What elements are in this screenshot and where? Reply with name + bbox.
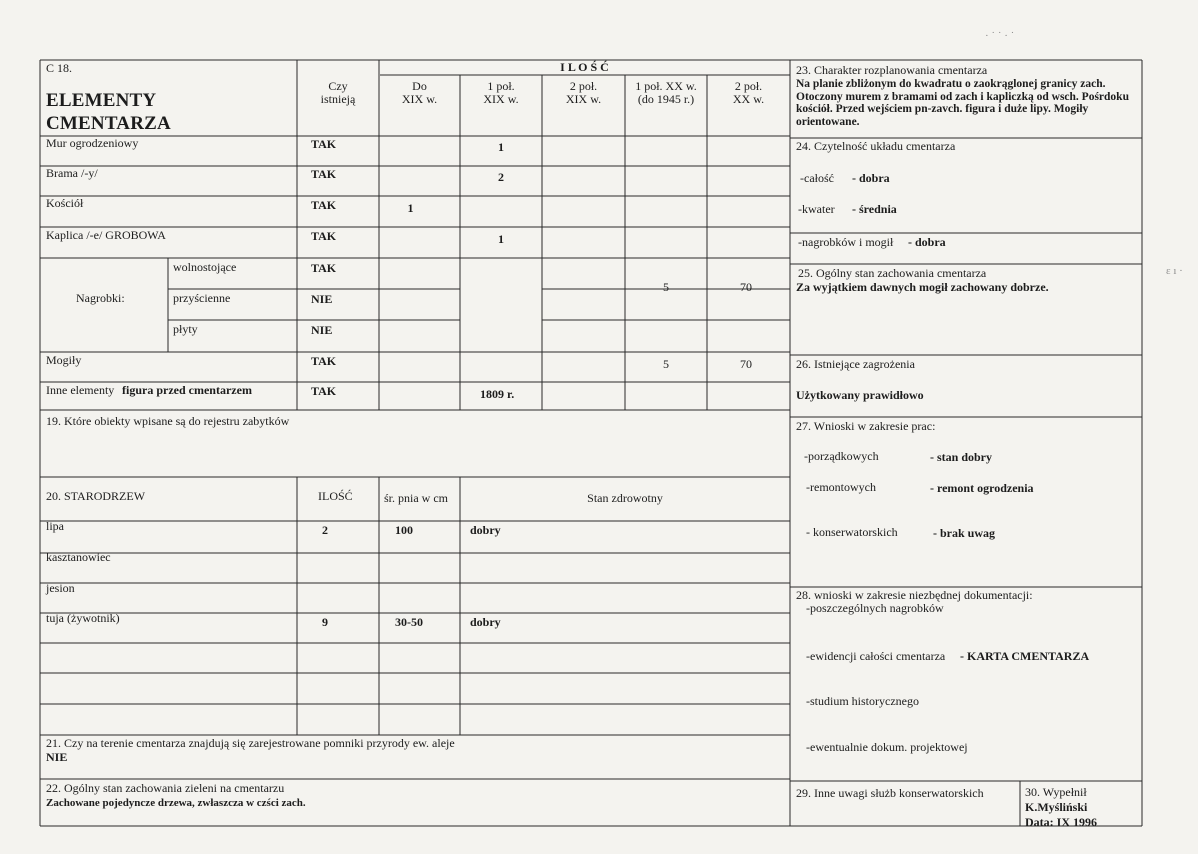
period-5-line2: XX w.: [732, 92, 765, 106]
section-25-value: Za wyjątkiem dawnych mogił zachowany dobrze.: [796, 280, 1049, 294]
row-inne-value: figura przed cmentarzem: [122, 383, 252, 397]
section-30-label: 30. Wypełnił: [1025, 785, 1087, 799]
scan-speckle: · ˙ ˙ · ˙: [985, 30, 1015, 42]
section-27-kons-label: - konserwatorskich: [806, 525, 898, 539]
row-przyscienne-label: przyścienne: [173, 291, 231, 305]
section-29-label: 29. Inne uwagi służb konserwatorskich: [796, 786, 984, 800]
section-27-label: 27. Wnioski w zakresie prac:: [796, 419, 936, 433]
row-mogily-p4: 5: [663, 357, 669, 371]
section-24-kwater-label: -kwater: [798, 202, 835, 216]
period-3-line1: 2 poł.: [569, 79, 598, 93]
header-ilosc: I L O Ś Ć: [560, 60, 609, 74]
section-26-value: Użytkowany prawidłowo: [796, 388, 924, 402]
row-kosciol-exists: TAK: [311, 198, 337, 212]
row-wolnostojace-exists: TAK: [311, 261, 337, 275]
section-28-label: 28. wnioski w zakresie niezbędnej dokumentacji:: [796, 588, 1033, 602]
row-wolnostojace-label: wolnostojące: [173, 260, 237, 274]
row-mur-label: Mur ogrodzeniowy: [46, 136, 139, 150]
section-20-col-stan: Stan zdrowotny: [587, 491, 663, 505]
row-nagrobki-label: Nagrobki:: [76, 291, 125, 305]
card-title-line1: ELEMENTY: [46, 90, 157, 111]
row-inne-p2: 1809 r.: [480, 387, 515, 401]
period-1-line1: Do: [412, 79, 427, 93]
section-20-col-ilosc: ILOŚĆ: [318, 489, 353, 503]
section-30-name: K.Myśliński: [1025, 800, 1088, 814]
row-mur-p2: 1: [498, 140, 504, 154]
section-30-date: Data: IX 1996: [1025, 815, 1097, 829]
row-kaplica-p2: 1: [498, 232, 504, 246]
tree-row-1-ilosc: 2: [322, 523, 328, 537]
section-27-porz-value: - stan dobry: [930, 450, 993, 464]
period-1-line2: XIX w.: [401, 92, 438, 106]
section-24-kwater-value: - średnia: [852, 202, 897, 216]
row-mur-exists: TAK: [311, 137, 337, 151]
section-27-rem-label: -remontowych: [806, 480, 876, 494]
period-4-line1: 1 poł. XX w.: [635, 79, 697, 93]
section-27-porz-label: -porządkowych: [804, 449, 879, 463]
tree-row-3-name: jesion: [46, 581, 75, 595]
section-28-ewidencji-value: - KARTA CMENTARZA: [960, 649, 1090, 663]
section-24-calosc-label: -całość: [800, 171, 834, 185]
section-27-kons-value: - brak uwag: [933, 526, 996, 540]
period-2-line1: 1 poł.: [487, 79, 515, 93]
period-2-line2: XIX w.: [483, 92, 519, 106]
card-title-line2: CMENTARZA: [46, 113, 171, 134]
row-plyty-exists: NIE: [311, 323, 333, 337]
row-kaplica-exists: TAK: [311, 229, 337, 243]
section-27-rem-value: - remont ogrodzenia: [930, 481, 1034, 495]
tree-row-2-name: kasztanowiec: [46, 550, 111, 564]
row-inne-exists: TAK: [311, 384, 337, 398]
row-nagrobki-p4: 5: [663, 280, 669, 294]
section-25-label: 25. Ogólny stan zachowania cmentarza: [798, 266, 987, 280]
header-istnieja-2: istnieją: [320, 92, 356, 106]
tree-row-4-ilosc: 9: [322, 615, 328, 629]
row-plyty-label: płyty: [173, 322, 198, 336]
row-mogily-p5: 70: [740, 357, 752, 371]
section-24-calosc-value: - dobra: [852, 171, 890, 185]
row-inne-label: Inne elementy: [46, 383, 115, 397]
section-26-label: 26. Istniejące zagrożenia: [796, 357, 915, 371]
card-code: C 18.: [46, 61, 73, 75]
tree-row-4-pien: 30-50: [395, 615, 423, 629]
row-brama-p2: 2: [498, 170, 504, 184]
row-mogily-exists: TAK: [311, 354, 337, 368]
section-28-nagrobkow: -poszczególnych nagrobków: [806, 601, 944, 615]
margin-mark: ε ı ·: [1166, 265, 1183, 277]
section-28-projekt: -ewentualnie dokum. projektowej: [806, 740, 968, 754]
section-21-value: NIE: [46, 750, 68, 764]
tree-row-4-stan: dobry: [470, 615, 501, 629]
section-19-label: 19. Które obiekty wpisane są do rejestru zabytków: [46, 414, 290, 428]
section-24-nagrobkow-value: - dobra: [908, 235, 946, 249]
row-brama-label: Brama /-y/: [46, 166, 98, 180]
section-28-ewidencji-label: -ewidencji całości cmentarza: [806, 649, 946, 663]
period-5-line1: 2 poł.: [734, 79, 763, 93]
period-3-line2: XIX w.: [565, 92, 602, 106]
section-21-label: 21. Czy na terenie cmentarza znajdują się zarejestrowane pomniki przyrody ew. aleje: [46, 736, 455, 750]
row-kosciol-p1: 1: [407, 201, 414, 215]
row-brama-exists: TAK: [311, 167, 337, 181]
row-kosciol-label: Kościół: [46, 196, 84, 210]
tree-row-4-name: tuja (żywotnik): [46, 611, 120, 625]
section-23-label: 23. Charakter rozplanowania cmentarza: [796, 63, 988, 77]
section-23-value: Na planie zbliżonym do kwadratu o zaokrąglonej granicy zach. Otoczony murem z bramami od zach i kapliczką od wsch. Pośrdoku kościół. Przed wejściem pn-zavch. figura i duże lipy. Mogiły orientowane.: [796, 78, 1129, 128]
tree-row-1-pien: 100: [395, 523, 413, 537]
header-istnieja-1: Czy: [328, 79, 348, 93]
section-20-label: 20. STARODRZEW: [46, 489, 146, 503]
period-4-line2: (do 1945 r.): [637, 92, 695, 106]
row-mogily-label: Mogiły: [46, 353, 82, 367]
section-24-label: 24. Czytelność układu cmentarza: [796, 139, 956, 153]
section-22-label: 22. Ogólny stan zachowania zieleni na cmentarzu: [46, 781, 285, 795]
row-przyscienne-exists: NIE: [311, 292, 333, 306]
tree-row-1-name: lipa: [46, 519, 64, 533]
row-kaplica-label: Kaplica /-e/ GROBOWA: [46, 228, 166, 242]
section-28-studium: -studium historycznego: [806, 694, 919, 708]
section-20-col-pnia: śr. pnia w cm: [384, 491, 448, 505]
row-nagrobki-p5: 70: [740, 280, 752, 294]
section-24-nagrobkow-label: -nagrobków i mogił: [798, 235, 894, 249]
tree-row-1-stan: dobry: [470, 523, 501, 537]
section-22-value: Zachowane pojedyncze drzewa, zwłaszcza w czści zach.: [46, 797, 306, 809]
